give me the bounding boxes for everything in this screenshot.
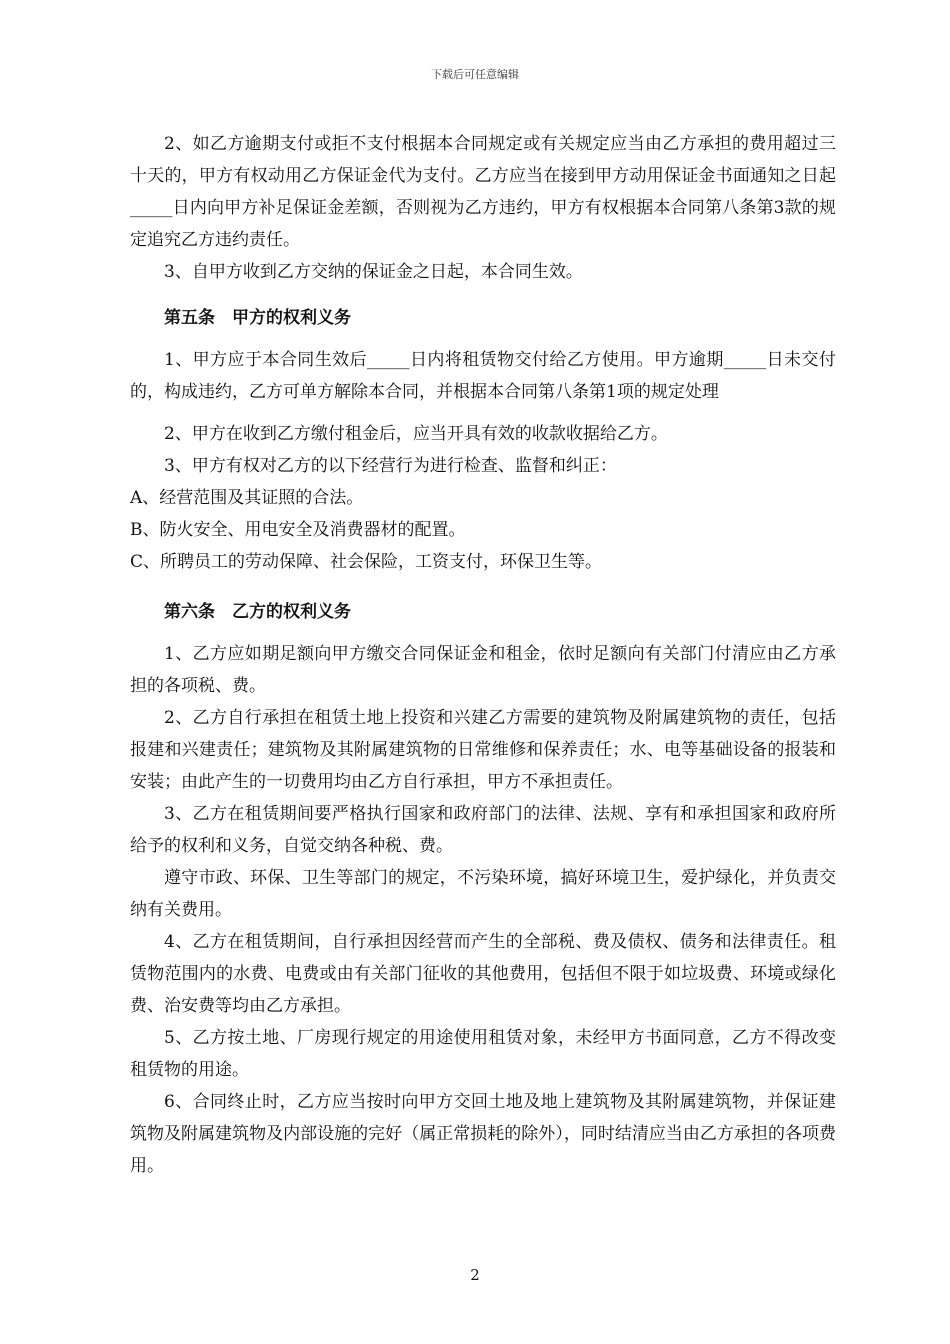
clause-6-3: 3、乙方在租赁期间要严格执行国家和政府部门的法律、法规、享有和承担国家和政府所给予的权利和义务，自觉交纳各种税、费。 <box>130 804 836 856</box>
clause-6-6: 6、合同终止时，乙方应当按时向甲方交回土地及地上建筑物及其附属建筑物，并保证建筑物及附属建筑物及内部设施的完好（属正常损耗的除外），同时结清应当由乙方承担的各项费用。 <box>130 1092 836 1176</box>
clause-6-2: 2、乙方自行承担在租赁土地上投资和兴建乙方需要的建筑物及附属建筑物的责任，包括报建和兴建责任；建筑物及其附属建筑物的日常维修和保养责任；水、电等基础设备的报装和安装；由此产生的一切费用均由乙方自行承担，甲方不承担责任。 <box>130 708 836 792</box>
document-body <box>130 128 836 1182</box>
article-6-title: 第六条 乙方的权利义务 <box>164 602 351 622</box>
clause-4-2: 2、如乙方逾期支付或拒不支付根据本合同规定或有关规定应当由乙方承担的费用超过三十天的，甲方有权动用乙方保证金代为支付。乙方应当在接到甲方动用保证金书面通知之日起_____日内向甲方补足保证金差额，否则视为乙方违约，甲方有权根据本合同第八条第3款的规定追究乙方违约责任。 <box>130 134 836 250</box>
clause-5-2: 2、甲方在收到乙方缴付租金后，应当开具有效的收款收据给乙方。 <box>164 424 668 444</box>
clause-4-3: 3、自甲方收到乙方交纳的保证金之日起，本合同生效。 <box>164 262 583 282</box>
clause-5-3-c: C、所聘员工的劳动保障、社会保险，工资支付，环保卫生等。 <box>130 552 603 572</box>
clause-5-3-a: A、经营范围及其证照的合法。 <box>130 488 364 508</box>
page-header: 下载后可任意编辑 <box>431 68 519 81</box>
clause-6-5: 5、乙方按土地、厂房现行规定的用途使用租赁对象，未经甲方书面同意，乙方不得改变租赁物的用途。 <box>130 1028 836 1080</box>
article-5-title: 第五条 甲方的权利义务 <box>164 308 351 328</box>
page-number: 2 <box>470 1266 480 1284</box>
clause-6-1: 1、乙方应如期足额向甲方缴交合同保证金和租金，依时足额向有关部门付清应由乙方承担的各项税、费。 <box>130 644 836 696</box>
clause-6-3-cont: 遵守市政、环保、卫生等部门的规定，不污染环境，搞好环境卫生，爱护绿化，并负责交纳有关费用。 <box>130 868 836 920</box>
clause-6-4: 4、乙方在租赁期间，自行承担因经营而产生的全部税、费及债权、债务和法律责任。租赁物范围内的水费、电费或由有关部门征收的其他费用，包括但不限于如垃圾费、环境或绿化费、治安费等均由乙方承担。 <box>130 932 836 1016</box>
clause-5-3: 3、甲方有权对乙方的以下经营行为进行检查、监督和纠正： <box>164 456 617 476</box>
clause-5-3-b: B、防火安全、用电安全及消费器材的配置。 <box>130 520 466 540</box>
clause-5-1: 1、甲方应于本合同生效后_____日内将租赁物交付给乙方使用。甲方逾期_____日未交付的，构成违约，乙方可单方解除本合同，并根据本合同第八条第1项的规定处理 <box>130 350 836 402</box>
